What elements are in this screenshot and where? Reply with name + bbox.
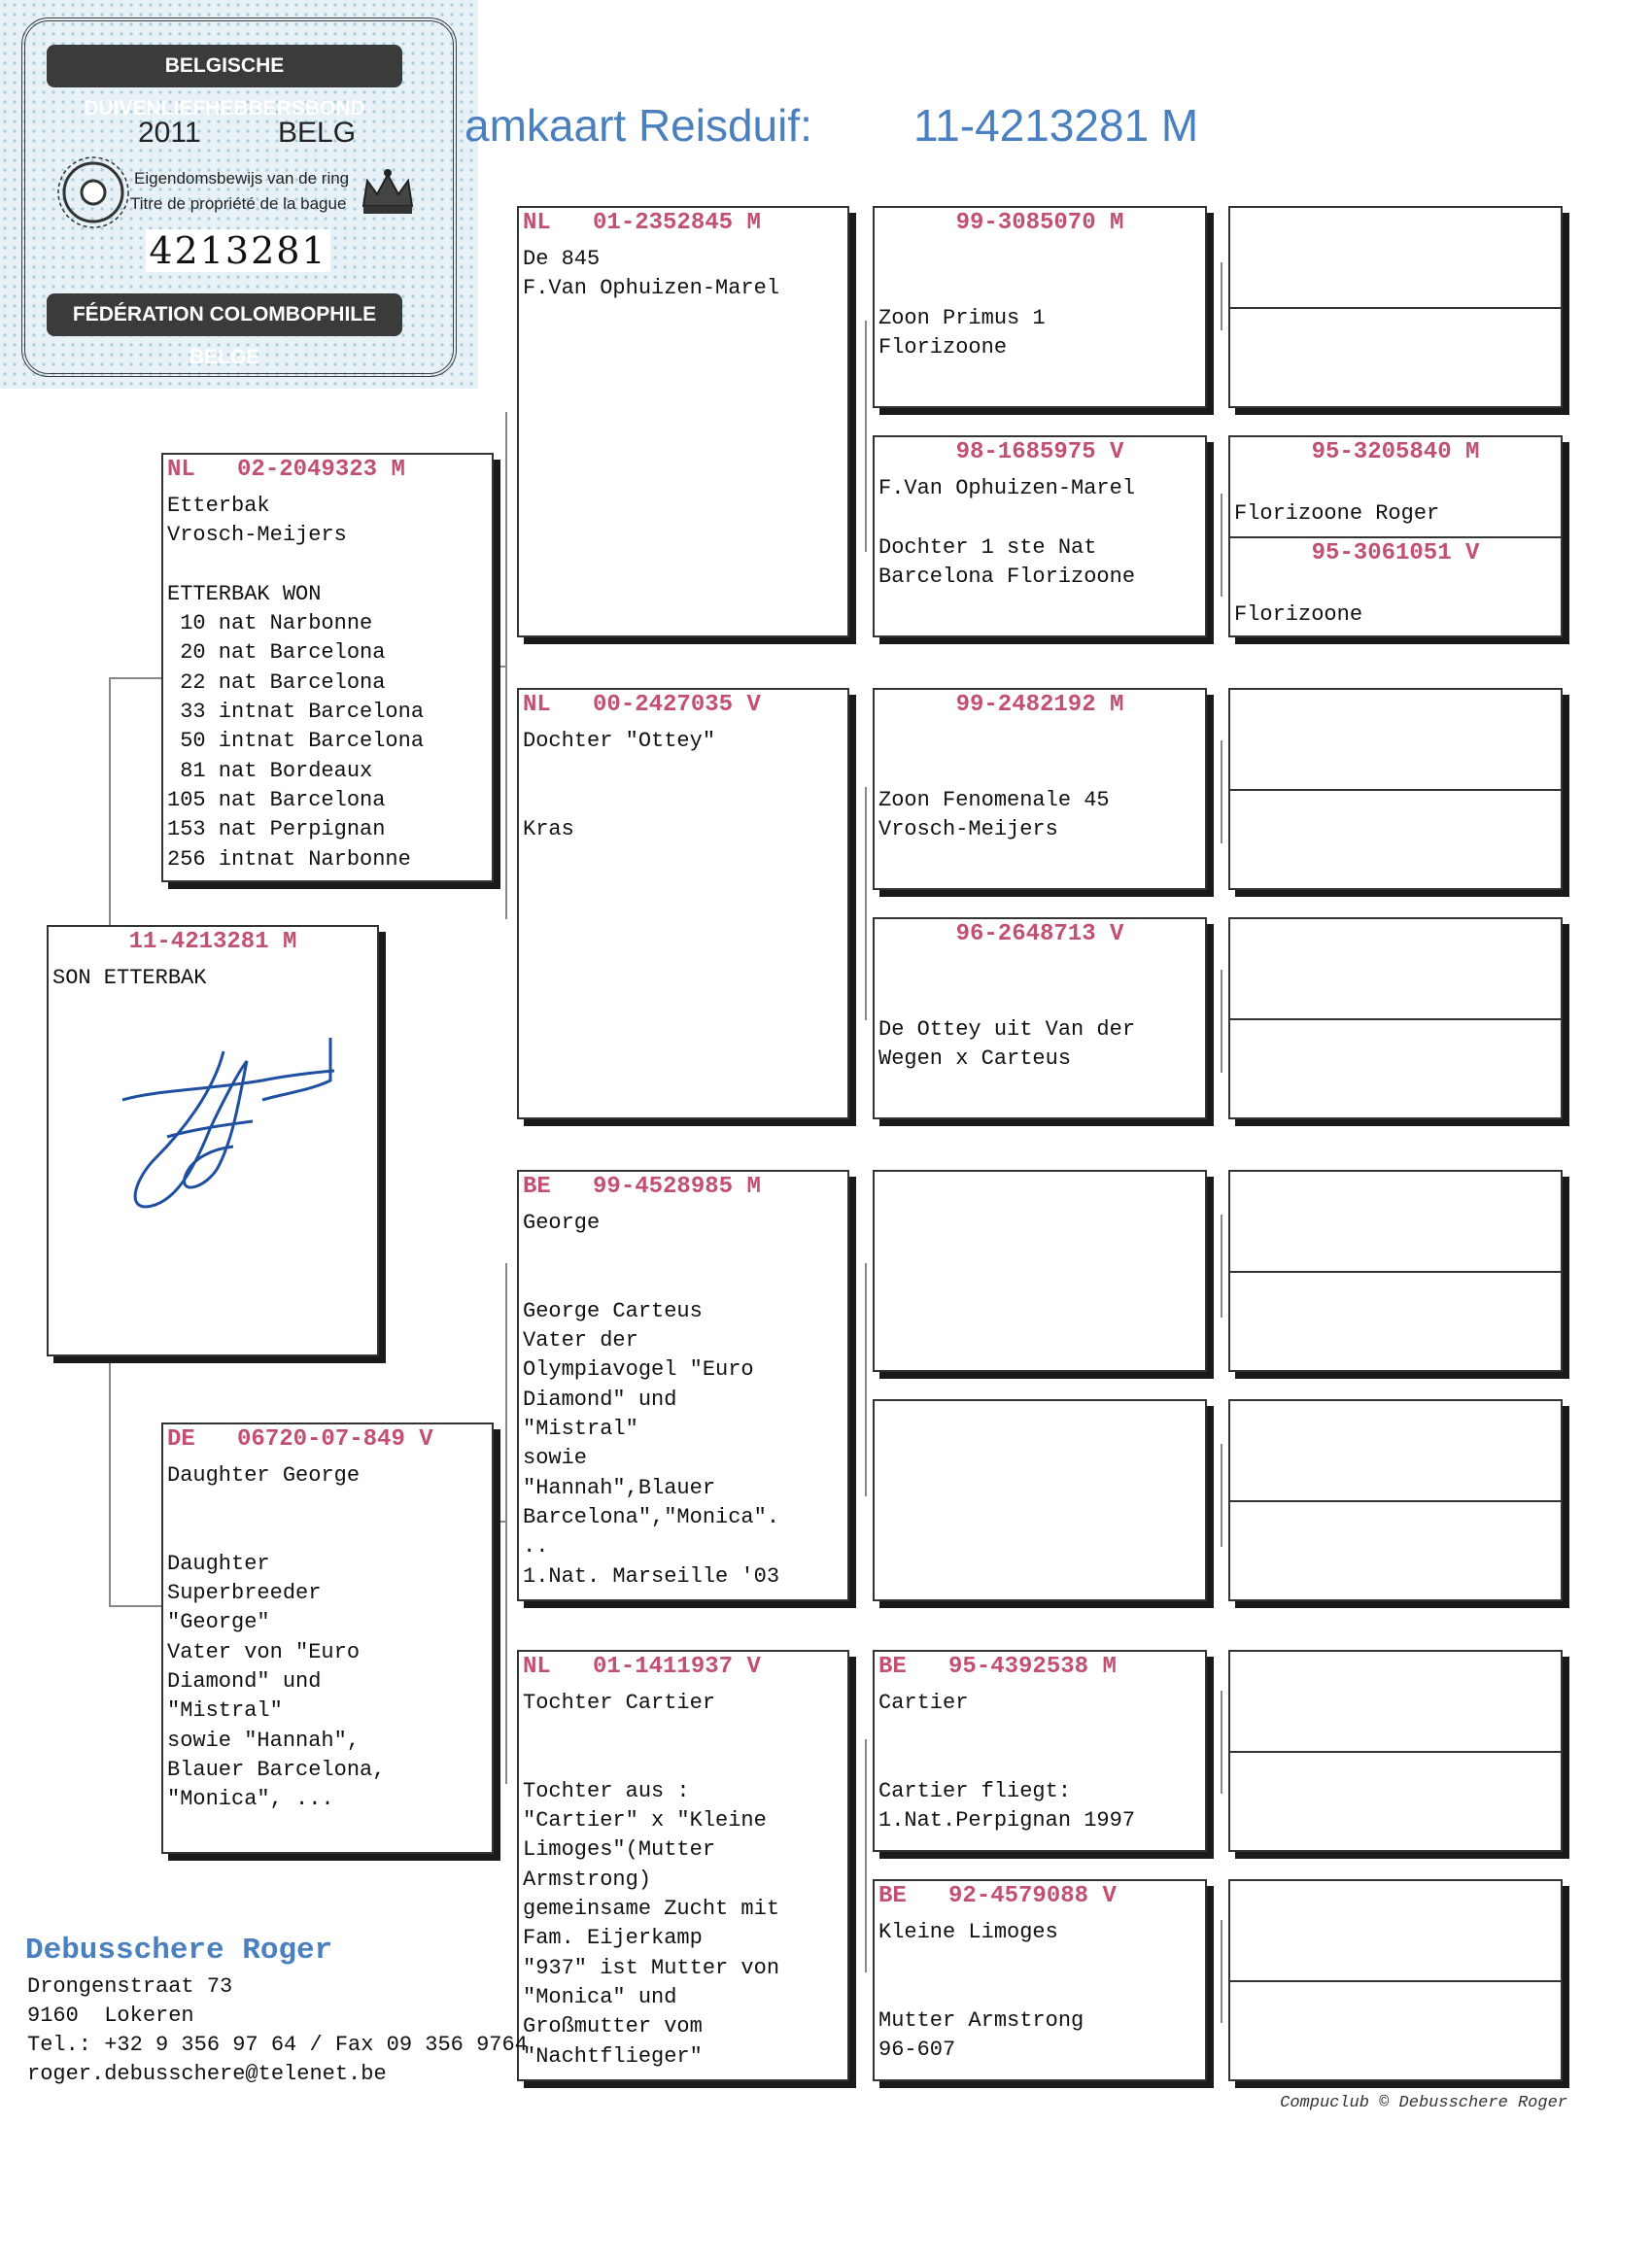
connector-line xyxy=(1221,494,1222,597)
grandparent-card xyxy=(517,206,849,637)
connector-line xyxy=(865,321,867,552)
grandparent-description: De 845 F.Van Ophuizen-Marel xyxy=(523,247,780,301)
great-grandparent-ring-number: 96-2648713 V xyxy=(955,921,1124,947)
great-grandparent-card xyxy=(873,688,1207,890)
great-grandparent-description: Cartier Cartier fliegt: 1.Nat.Perpignan 1997 xyxy=(878,1691,1136,1834)
certificate-line-1: Eigendomsbewijs van de ring xyxy=(134,169,350,188)
sire-ring-number: NL 02-2049323 M xyxy=(167,457,405,483)
crown-emblem-icon xyxy=(354,163,422,223)
great-grandparent-card xyxy=(873,917,1207,1119)
great-grandparent-description: Kleine Limoges Mutter Armstrong 96-607 xyxy=(878,1920,1084,2063)
grandparent-description: Dochter "Ottey" Kras xyxy=(523,729,716,841)
great-grandparent-card xyxy=(873,435,1207,637)
grandparent-ring-number: NL 01-2352845 M xyxy=(523,210,761,236)
great-grandparent-ring-number: 98-1685975 V xyxy=(955,439,1124,465)
gg-grandparent-description: Florizoone Roger xyxy=(1234,501,1440,526)
great-grandparent-card xyxy=(873,1399,1207,1601)
certificate-year: 2011 xyxy=(138,117,201,149)
gg-grandparent-card xyxy=(1228,917,1563,1119)
connector-line xyxy=(1221,740,1222,843)
dam-ring-number: DE 06720-07-849 V xyxy=(167,1426,433,1453)
great-grandparent-description: De Ottey uit Van der Wegen x Carteus xyxy=(878,1016,1136,1071)
great-grandparent-description: Zoon Fenomenale 45 Vrosch-Meijers xyxy=(878,787,1110,841)
gg-grandparent-card xyxy=(1228,688,1563,890)
gg-grandparent-card xyxy=(1228,1399,1563,1601)
grandparent-ring-number: NL 00-2427035 V xyxy=(523,692,761,718)
gg-grandparent-ring-number: 95-3061051 V xyxy=(1311,540,1480,566)
gg-grandparent-card xyxy=(1228,1879,1563,2081)
certificate-country: BELG xyxy=(278,117,357,149)
gg-grandparent-ring-number: 95-3205840 M xyxy=(1311,439,1480,465)
gg-grandparent-card xyxy=(1228,1170,1563,1372)
grandparent-description: Tochter Cartier Tochter aus : "Cartier" x "Kleine Limoges"(Mutter Armstrong) gemeinsame Zucht mit Fam. Eijerkamp "937" ist Mutter von "Monica" und Großmutter vom "Nachtflieger" xyxy=(523,1691,780,2069)
certificate-line-2: Titre de propriété de la bague xyxy=(130,194,347,213)
connector-line xyxy=(1221,1215,1222,1318)
grandparent-card xyxy=(517,1170,849,1601)
grandparent-ring-number: BE 99-4528985 M xyxy=(523,1174,761,1200)
footer-credit: Compuclub © Debusschere Roger xyxy=(1280,2094,1567,2112)
card-divider xyxy=(1230,1980,1561,1982)
connector-line xyxy=(1221,262,1222,330)
owner-city: 9160 Lokeren xyxy=(27,2004,194,2028)
great-grandparent-card xyxy=(873,1650,1207,1852)
connector-line xyxy=(1221,1920,1222,2023)
gg-grandparent-card xyxy=(1228,206,1563,408)
great-grandparent-card xyxy=(873,206,1207,408)
owner-phone: Tel.: +32 9 356 97 64 / Fax 09 356 9764 xyxy=(27,2033,528,2057)
grandparent-description: George George Carteus Vater der Olympiavogel "Euro Diamond" und "Mistral" sowie "Hannah",Blauer Barcelona","Monica". .. 1.Nat. Marseille '03 xyxy=(523,1211,780,1589)
sire-card xyxy=(161,453,494,882)
certificate-bottom-banner: FÉDÉRATION COLOMBOPHILE BELGE xyxy=(47,293,402,336)
great-grandparent-description: F.Van Ophuizen-Marel Dochter 1 ste Nat Barcelona Florizoone xyxy=(878,476,1136,589)
gg-grandparent-card xyxy=(1228,1650,1563,1852)
connector-line xyxy=(1221,1444,1222,1547)
connector-line xyxy=(109,1605,161,1607)
card-divider xyxy=(1230,1751,1561,1753)
dam-description: Daughter George Daughter Superbreeder "George" Vater von "Euro Diamond" und "Mistral" sowie "Hannah", Blauer Barcelona, "Monica", ... xyxy=(167,1463,386,1812)
sire-description: Etterbak Vrosch-Meijers ETTERBAK WON 10 nat Narbonne 20 nat Barcelona 22 nat Barcelona 33 intnat Barcelona 50 intnat Barcelona 81 nat Bordeaux 105 nat Barcelona 153 nat Perpignan 256 intnat Narbonne xyxy=(167,494,425,872)
great-grandparent-card xyxy=(873,1170,1207,1372)
subject-pigeon-card xyxy=(47,925,379,1356)
grandparent-card xyxy=(517,1650,849,2081)
owner-name: Debusschere Roger xyxy=(25,1934,333,1968)
card-divider xyxy=(1230,536,1561,538)
connector-line xyxy=(865,787,867,1020)
grandparent-ring-number: NL 01-1411937 V xyxy=(523,1654,761,1680)
page-title: amkaart Reisduif: xyxy=(465,100,812,151)
certificate-ring-number: 4213281 xyxy=(146,229,330,272)
subject-description: SON ETTERBAK xyxy=(52,966,207,990)
certificate-top-banner: BELGISCHE DUIVENLIEFHEBBERSBOND xyxy=(47,45,402,87)
gg-grandparent-card xyxy=(1228,435,1563,637)
connector-line xyxy=(494,1521,507,1523)
connector-line xyxy=(494,666,507,668)
connector-line xyxy=(865,1263,867,1496)
title-ring-number: 11-4213281 M xyxy=(913,100,1199,151)
dam-card xyxy=(161,1422,494,1854)
subject-ring-number: 11-4213281 M xyxy=(128,929,297,955)
owner-street: Drongenstraat 73 xyxy=(27,1974,233,1999)
signature-icon xyxy=(117,1032,340,1246)
great-grandparent-description: Zoon Primus 1 Florizoone xyxy=(878,305,1046,360)
great-grandparent-ring-number: 99-2482192 M xyxy=(955,692,1124,718)
card-divider xyxy=(1230,1018,1561,1020)
great-grandparent-ring-number: BE 95-4392538 M xyxy=(878,1654,1117,1680)
ring-certificate xyxy=(0,0,478,389)
connector-line xyxy=(505,1263,507,1784)
ring-emblem-icon xyxy=(54,155,132,229)
connector-line xyxy=(1221,970,1222,1073)
grandparent-card xyxy=(517,688,849,1119)
owner-email: roger.debusschere@telenet.be xyxy=(27,2062,387,2086)
card-divider xyxy=(1230,1500,1561,1502)
gg-grandparent-description: Florizoone xyxy=(1234,602,1363,627)
card-divider xyxy=(1230,307,1561,309)
connector-line xyxy=(109,677,161,679)
great-grandparent-ring-number: 99-3085070 M xyxy=(955,210,1124,236)
connector-line xyxy=(865,1739,867,1972)
great-grandparent-ring-number: BE 92-4579088 V xyxy=(878,1883,1117,1909)
connector-line xyxy=(1221,1691,1222,1794)
card-divider xyxy=(1230,1271,1561,1273)
great-grandparent-card xyxy=(873,1879,1207,2081)
card-divider xyxy=(1230,789,1561,791)
